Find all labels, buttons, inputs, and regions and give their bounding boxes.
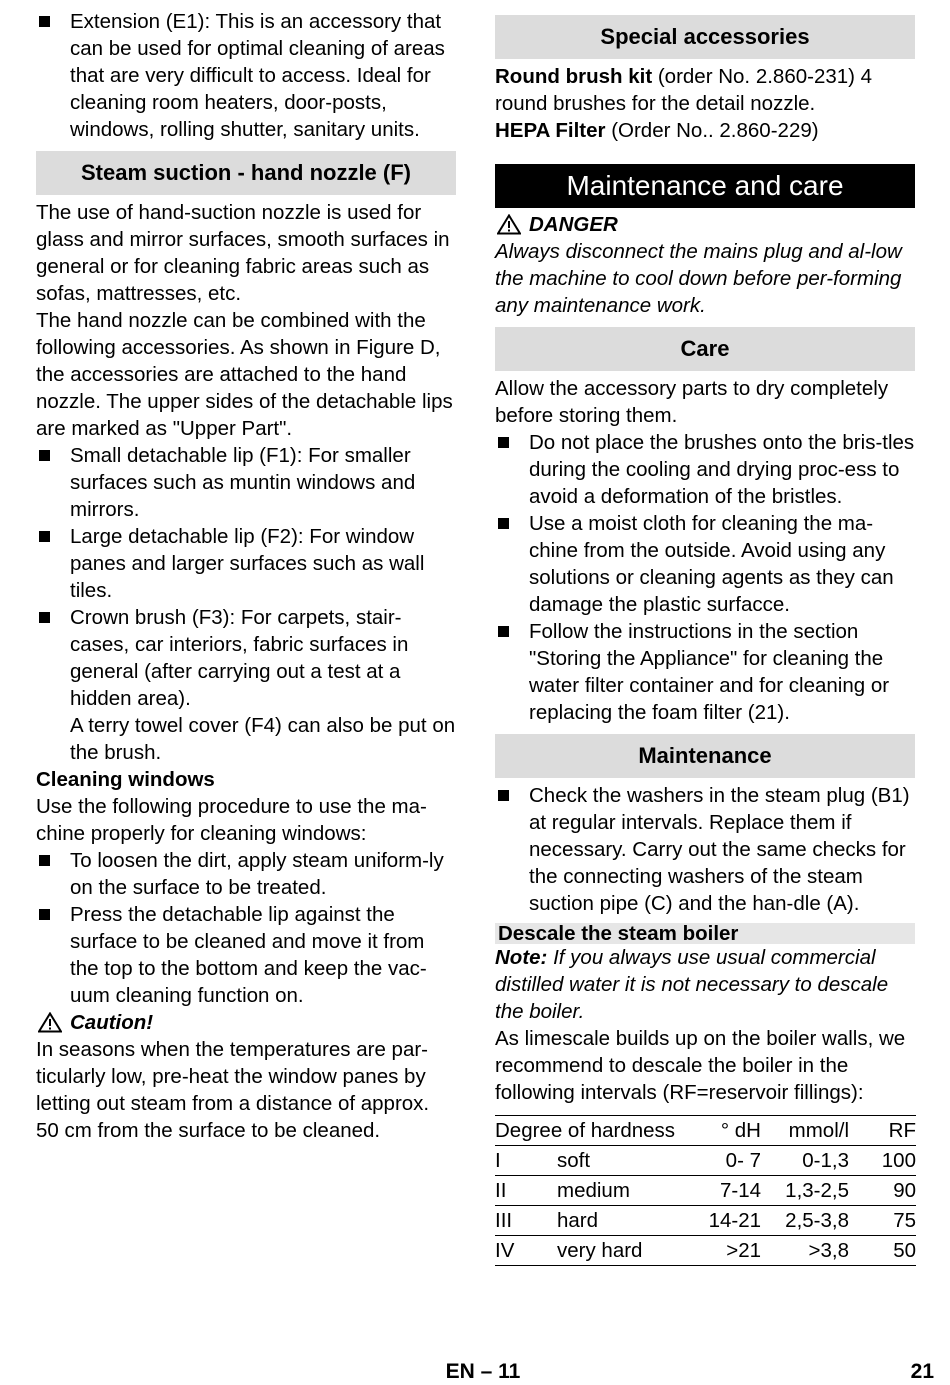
table-row [495, 1206, 916, 1236]
hepa-text: (Order No.. 2.860-229) [605, 119, 819, 142]
table-row [495, 1236, 916, 1266]
list-item: Follow the instructions in the section "Storing the Appliance" for cleaning the water filter container and for cleaning or replacing the foam filter (21). [495, 618, 915, 726]
list-item: Check the washers in the steam plug (B1) at regular intervals. Replace them if necessary. Carry out the same checks for the connecting washers of the steam suction pipe (C) and the han-dle (A). [495, 782, 915, 917]
table-cell: >3,8 [761, 1236, 849, 1266]
danger-text: Always disconnect the mains plug and al-low the machine to cool down before per-forming any maintenance work. [495, 240, 902, 317]
list-item: Large detachable lip (F2): For window panes and larger surfaces such as wall tiles. [36, 523, 456, 604]
section-heading-special-accessories: Special accessories [495, 15, 915, 59]
footer-page-label: EN – 11 [445, 1360, 521, 1383]
danger-text-label: DANGER [529, 213, 618, 236]
table-cell: 75 [849, 1206, 916, 1236]
table-cell: I [495, 1146, 557, 1176]
list-item-continuation: A terry towel cover (F4) can also be put on the brush. [70, 714, 456, 764]
table-cell: >21 [697, 1236, 761, 1266]
note-label: Note: [495, 946, 548, 969]
round-brush-text: (order No. 2.860-231) 4 round brushes for the detail nozzle. [495, 65, 873, 115]
table-cell: 2,5-3,8 [761, 1206, 849, 1236]
section-heading-care: Care [495, 327, 915, 371]
table-cell: medium [557, 1176, 697, 1206]
warning-icon [497, 214, 521, 235]
table-cell: 50 [849, 1236, 916, 1266]
left-column [36, 8, 456, 1144]
paragraph: Use the following procedure to use the ma-chine properly for cleaning windows: [36, 795, 427, 845]
paragraph: The hand nozzle can be combined with the following accessories. As shown in Figure D, the accessories are attached to the hand nozzle. The upper sides of the detachable lips are marked as "Upper Part". [36, 309, 453, 440]
table-header: ° dH [697, 1116, 761, 1146]
note-paragraph [495, 944, 915, 1025]
table-cell: soft [557, 1146, 697, 1176]
table-cell: 14-21 [697, 1206, 761, 1236]
table-cell: very hard [557, 1236, 697, 1266]
paragraph-round-brush [495, 63, 915, 117]
list-item: Small detachable lip (F1): For smaller surfaces such as muntin windows and mirrors. [36, 442, 456, 523]
table-cell: 0- 7 [697, 1146, 761, 1176]
table-header: Degree of hardness [495, 1116, 697, 1146]
table-row [495, 1176, 916, 1206]
note-text: If you always use usual commercial distilled water it is not necessary to descale the boiler. [495, 946, 889, 1023]
table-row [495, 1146, 916, 1176]
subheading-descale: Descale the steam boiler [495, 923, 915, 944]
danger-label [495, 211, 915, 238]
caution-text: Caution! [70, 1011, 154, 1034]
list-item: Use a moist cloth for cleaning the ma-chine from the outside. Avoid using any solutions or cleaning agents as they can damage the plastic surfacce. [495, 510, 915, 618]
hepa-label: HEPA Filter [495, 119, 606, 142]
table-cell: 100 [849, 1146, 916, 1176]
paragraph: In seasons when the temperatures are par-ticularly low, pre-heat the window panes by letting out steam from a distance of approx. 50 cm from the surface to be cleaned. [36, 1038, 430, 1142]
paragraph: As limescale builds up on the boiler walls, we recommend to descale the boiler in the following intervals (RF=reservoir fillings): [495, 1027, 906, 1104]
section-heading-hand-nozzle: Steam suction - hand nozzle (F) [36, 151, 456, 195]
paragraph: The use of hand-suction nozzle is used for glass and mirror surfaces, smooth surfaces in general or for cleaning fabric areas such as sofas, mattresses, etc. [36, 201, 450, 305]
list-item-e1: Extension (E1): This is an accessory that can be used for optimal cleaning of areas that are very difficult to access. Ideal for cleaning room heaters, door-posts, windows, rolling shutter, sanitary units. [36, 8, 456, 143]
table-cell: 1,3-2,5 [761, 1176, 849, 1206]
table-header-row [495, 1116, 916, 1146]
section-heading-maintenance: Maintenance [495, 734, 915, 778]
caution-label [36, 1009, 456, 1036]
table-header: RF [849, 1116, 916, 1146]
list-item: Do not place the brushes onto the bris-tles during the cooling and drying proc-ess to avoid a deformation of the bristles. [495, 429, 915, 510]
table-cell: III [495, 1206, 557, 1236]
list-item: To loosen the dirt, apply steam uniform-ly on the surface to be treated. [36, 847, 456, 901]
table-cell: II [495, 1176, 557, 1206]
table-cell: IV [495, 1236, 557, 1266]
page-number: 21 [910, 1360, 934, 1383]
paragraph-hepa [495, 117, 915, 144]
table-header: mmol/l [761, 1116, 849, 1146]
right-column [495, 8, 915, 1266]
warning-icon [38, 1012, 62, 1033]
round-brush-label: Round brush kit [495, 65, 653, 88]
table-cell: 90 [849, 1176, 916, 1206]
subheading-cleaning-windows: Cleaning windows [36, 768, 215, 791]
hardness-table [495, 1115, 916, 1266]
main-heading-maintenance: Maintenance and care [495, 164, 915, 208]
table-cell: 0-1,3 [761, 1146, 849, 1176]
list-item: Crown brush (F3): For carpets, stair-cases, car interiors, fabric surfaces in general (after carrying out a test at a hidden area). [36, 604, 456, 712]
paragraph: Allow the accessory parts to dry completely before storing them. [495, 377, 889, 427]
table-cell: hard [557, 1206, 697, 1236]
list-item: Press the detachable lip against the surface to be cleaned and move it from the top to the bottom and keep the vac-uum cleaning function on. [36, 901, 456, 1009]
table-cell: 7-14 [697, 1176, 761, 1206]
